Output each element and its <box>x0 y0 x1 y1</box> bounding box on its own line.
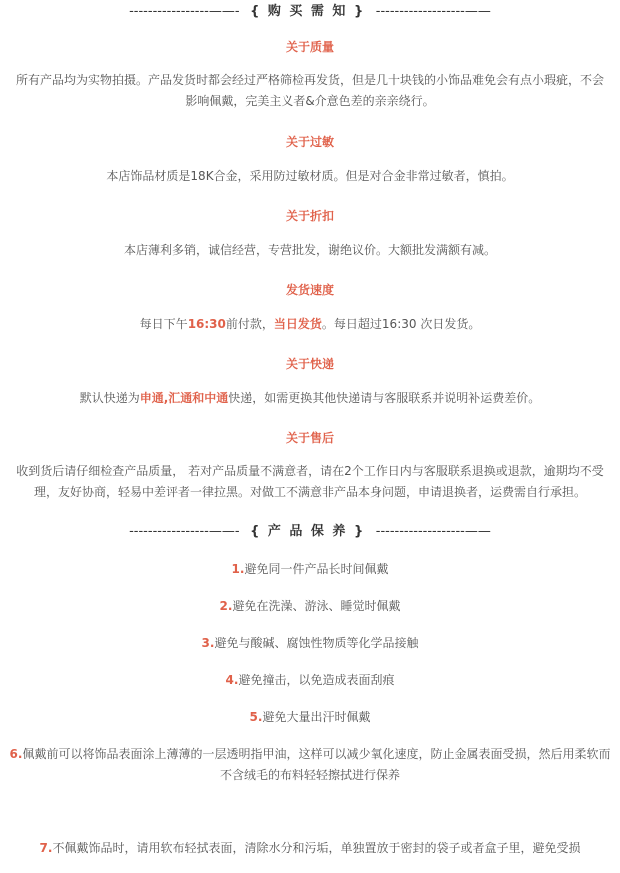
shipping-text-b: 前付款， <box>225 317 274 331</box>
same-day-shipping: 当日发货 <box>273 317 322 331</box>
shipping-text-a: 每日下午 <box>139 317 188 331</box>
purchase-notice-title: { 购 买 需 知 } <box>250 4 366 19</box>
care-item-text: 避免同一件产品长时间佩戴 <box>244 562 389 576</box>
purchase-notice-header <box>0 0 620 19</box>
care-item-text: 避免撞击，以免造成表面刮痕 <box>238 673 395 687</box>
quality-text: 所有产品均为实物拍摄。产品发货时都会经过严格筛检再发货，但是几十块钱的小饰品难免会有点小瑕疵，不会影响佩戴，完美主义者&介意色差的亲亲绕行。 <box>16 73 605 108</box>
care-item-1 <box>6 559 614 580</box>
after-sales-text: 收到货后请仔细检查产品质量， 若对产品质量不满意者，请在2个工作日内与客服联系退换或退款，逾期均不受理，友好协商，轻易中差评者一律拉黑。对做工不满意非产品本身问题，申请退换者，运费需自行承担。 <box>16 464 604 499</box>
discount-heading: 关于折扣 <box>285 209 334 223</box>
care-item-text: 避免与酸碱、腐蚀性物质等化学品接触 <box>214 636 419 650</box>
express-text-b: 快递，如需更换其他快递请与客服联系并说明补运费差价。 <box>228 391 541 405</box>
allergy-text: 本店饰品材质是18K合金，采用防过敏材质。但是对合金非常过敏者，慎拍。 <box>106 169 514 183</box>
care-item-text: 避免大量出汗时佩戴 <box>262 710 371 724</box>
care-item-number: 5. <box>249 710 263 724</box>
care-item-4 <box>6 670 614 691</box>
shipping-speed-heading: 发货速度 <box>285 283 334 297</box>
care-item-number: 7. <box>39 841 53 855</box>
care-dashes-left: -----------------——- <box>129 524 240 539</box>
express-text <box>16 388 604 409</box>
care-item-number: 4. <box>225 673 239 687</box>
care-item-number: 2. <box>219 599 233 613</box>
header-dashes-left: -----------------——- <box>129 4 240 19</box>
express-text-a: 默认快递为 <box>79 391 140 405</box>
discount-text: 本店薄利多销，诚信经营，专营批发，谢绝议价。大额批发满额有减。 <box>123 243 496 257</box>
care-item-text: 避免在洗澡、游泳、睡觉时佩戴 <box>232 599 401 613</box>
express-heading: 关于快递 <box>285 357 334 371</box>
after-sales-heading: 关于售后 <box>285 431 334 445</box>
care-item-number: 6. <box>9 747 23 761</box>
shipping-speed-text <box>16 314 604 335</box>
express-couriers: 申通,汇通和中通 <box>139 391 229 405</box>
care-item-5 <box>6 707 614 728</box>
care-item-text: 不佩戴饰品时，请用软布轻拭表面，清除水分和污垢，单独置放于密封的袋子或者盒子里，避免受损 <box>52 841 581 855</box>
care-item-7 <box>6 838 614 859</box>
care-item-6 <box>6 744 614 786</box>
product-care-title: { 产 品 保 养 } <box>250 524 366 539</box>
product-care-header <box>0 520 620 539</box>
allergy-heading: 关于过敏 <box>285 135 334 149</box>
shipping-text-c: 。每日超过16:30 次日发货。 <box>321 317 481 331</box>
care-item-text: 佩戴前可以将饰品表面涂上薄薄的一层透明指甲油，这样可以减少氧化速度，防止金属表面受损，然后用柔软而不含绒毛的布料轻轻擦拭进行保养 <box>22 747 611 782</box>
care-item-3 <box>6 633 614 654</box>
care-item-number: 1. <box>231 562 245 576</box>
shipping-cutoff-time: 16:30 <box>187 317 226 331</box>
care-dashes-right: -------------------—— <box>375 524 491 539</box>
care-item-2 <box>6 596 614 617</box>
care-item-number: 3. <box>201 636 215 650</box>
quality-heading: 关于质量 <box>285 40 334 54</box>
header-dashes-right: -------------------—— <box>375 4 491 19</box>
